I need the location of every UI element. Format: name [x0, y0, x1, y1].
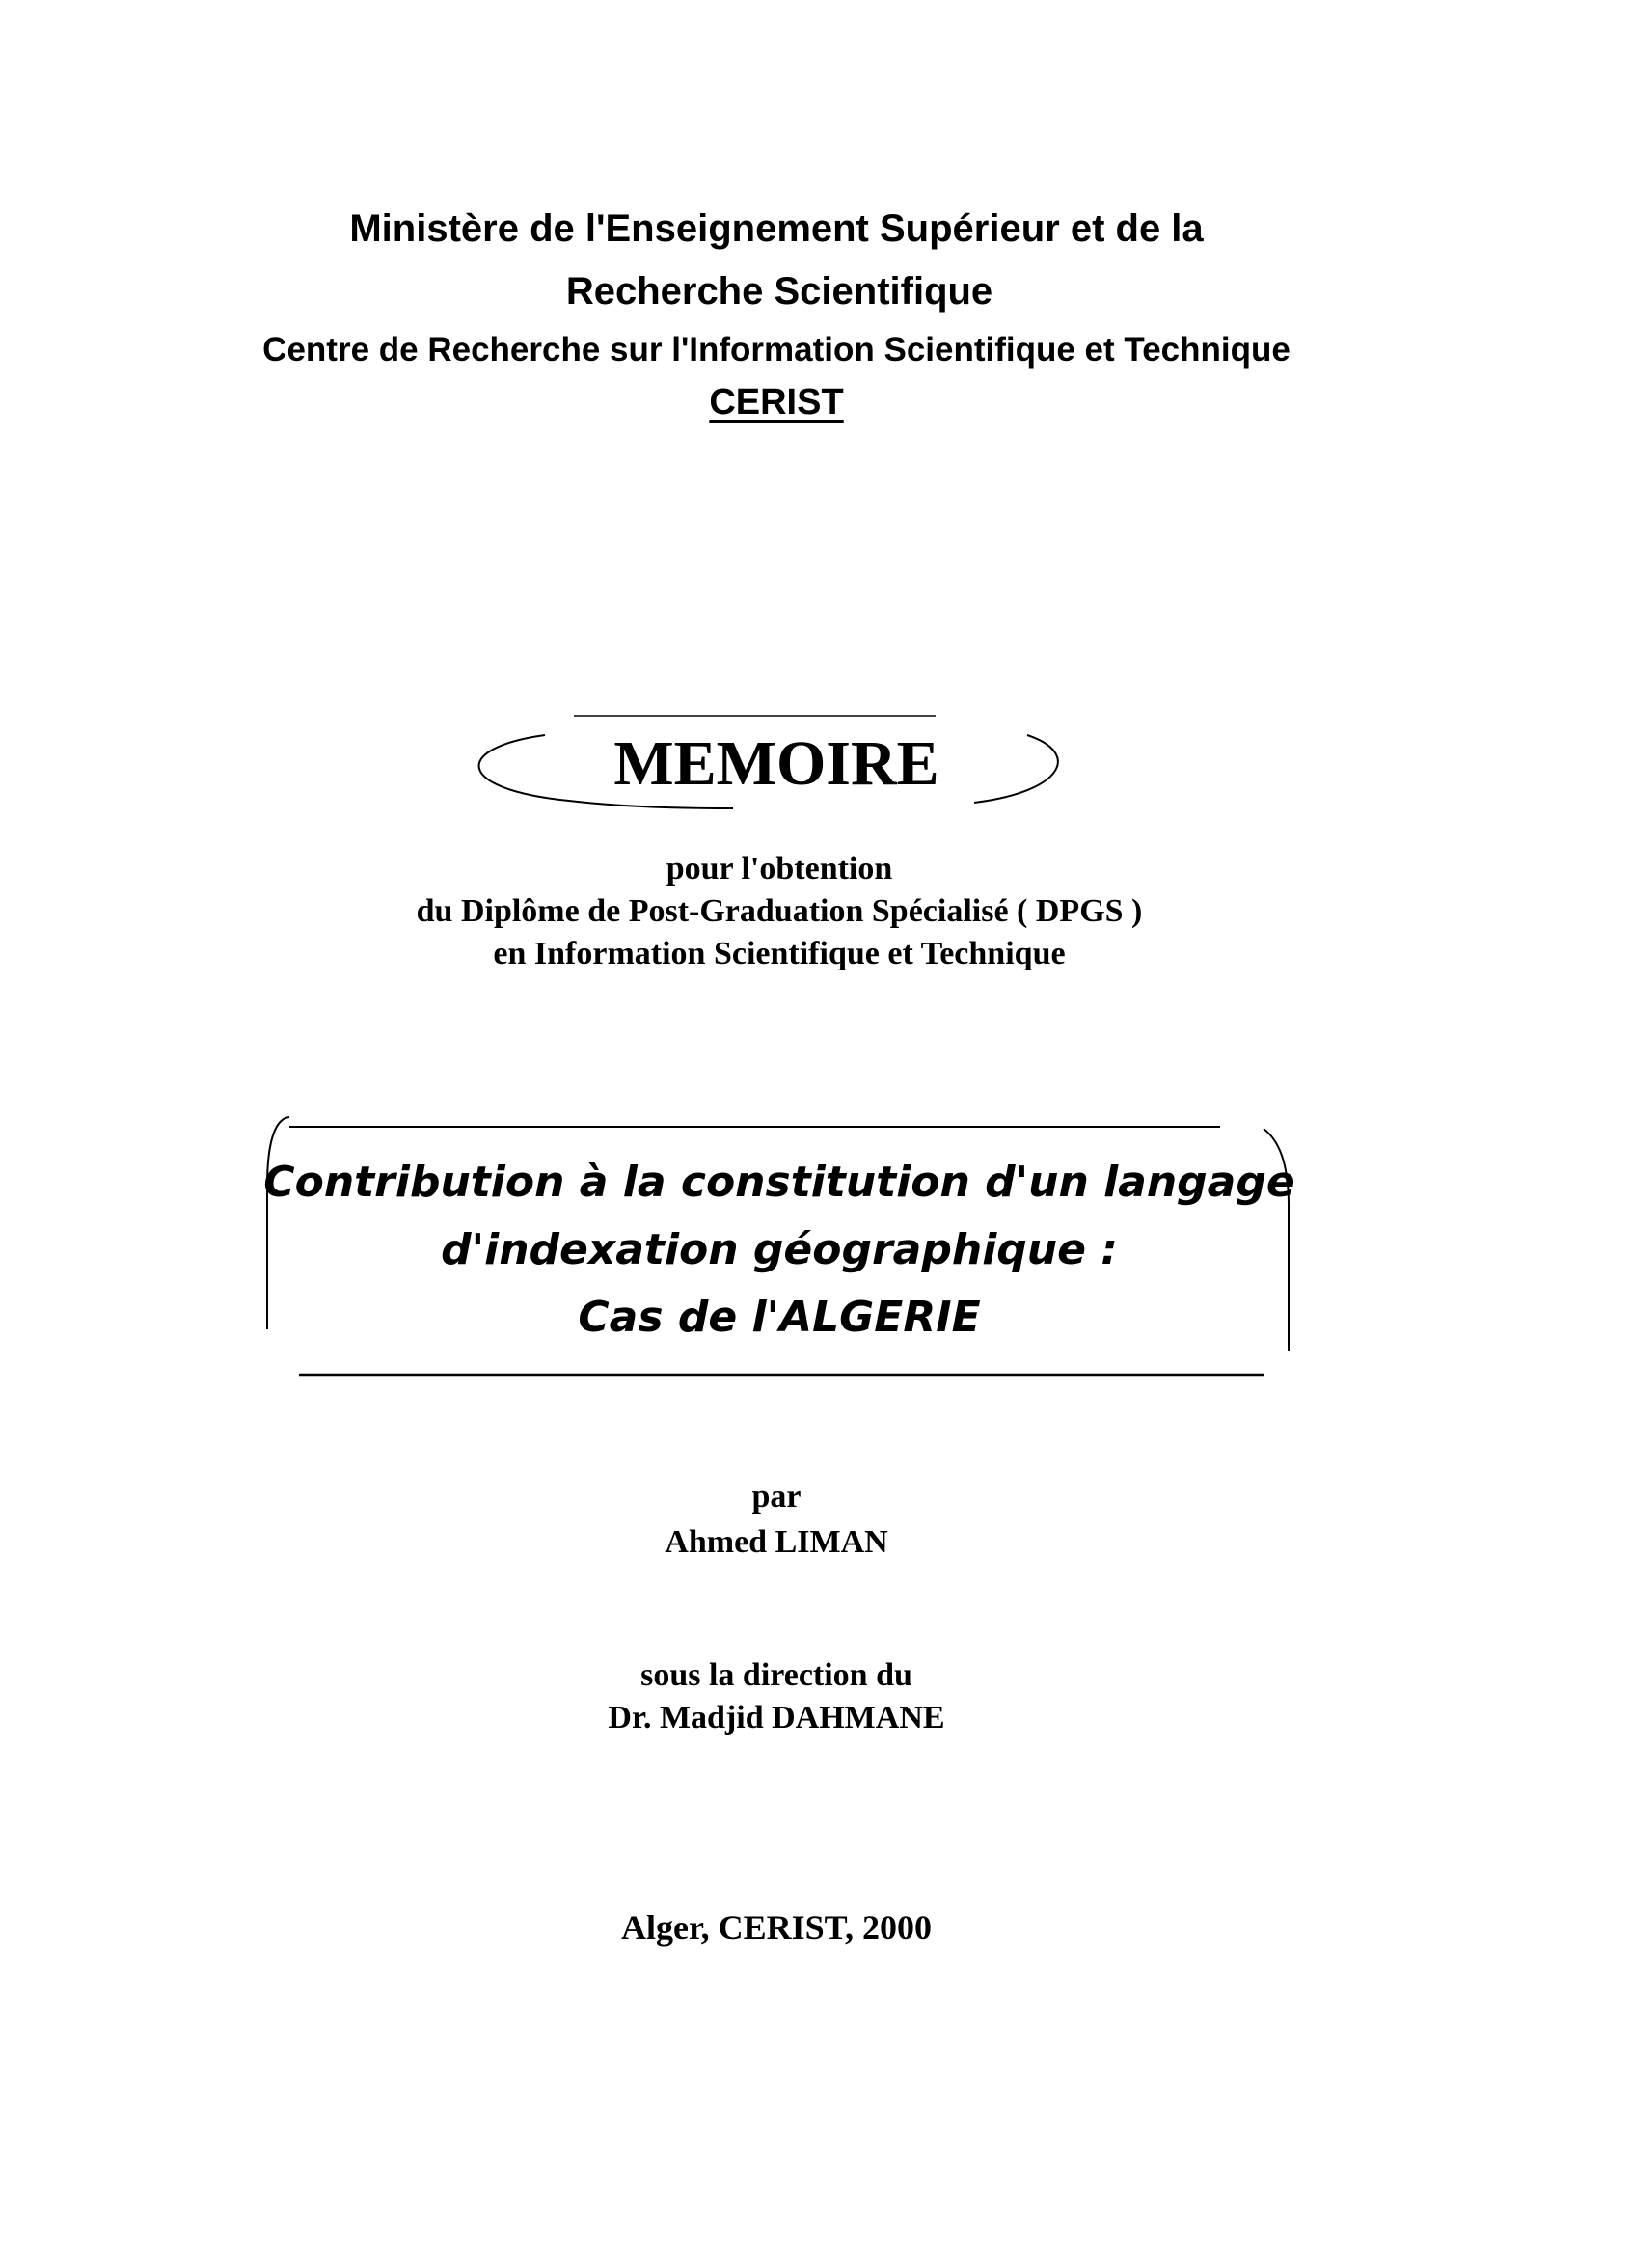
- imprint: Alger, CERIST, 2000: [620, 1908, 933, 1947]
- diploma-line-3: en Information Scientifique et Technique: [493, 936, 1066, 971]
- cerist-acronym: CERIST: [709, 382, 844, 423]
- diploma-line-1: pour l'obtention: [666, 851, 893, 887]
- memoire-right-swoosh: [974, 735, 1058, 803]
- ministry-line-2: Recherche Scientifique: [565, 270, 993, 313]
- supervisor-name: Dr. Madjid DAHMANE: [608, 1700, 945, 1735]
- memoire-label: MEMOIRE: [613, 728, 939, 799]
- author-name: Ahmed LIMAN: [665, 1524, 888, 1560]
- thesis-title-line-2: d'indexation géographique :: [441, 1225, 1118, 1274]
- research-centre-line: Centre de Recherche sur l'Information Scientifique et Technique: [262, 331, 1291, 369]
- ministry-line-1: Ministère de l'Enseignement Supérieur et de la: [349, 207, 1204, 250]
- thesis-title-line-1: Contribution à la constitution d'un langage: [263, 1158, 1295, 1207]
- author-by-label: par: [751, 1479, 802, 1515]
- title-frame-left-bracket: [267, 1117, 289, 1329]
- supervisor-label: sous la direction du: [640, 1657, 912, 1693]
- diploma-line-2: du Diplôme de Post-Graduation Spécialisé ( DPGS ): [416, 893, 1143, 929]
- thesis-title-line-3: Cas de l'ALGERIE: [578, 1293, 981, 1342]
